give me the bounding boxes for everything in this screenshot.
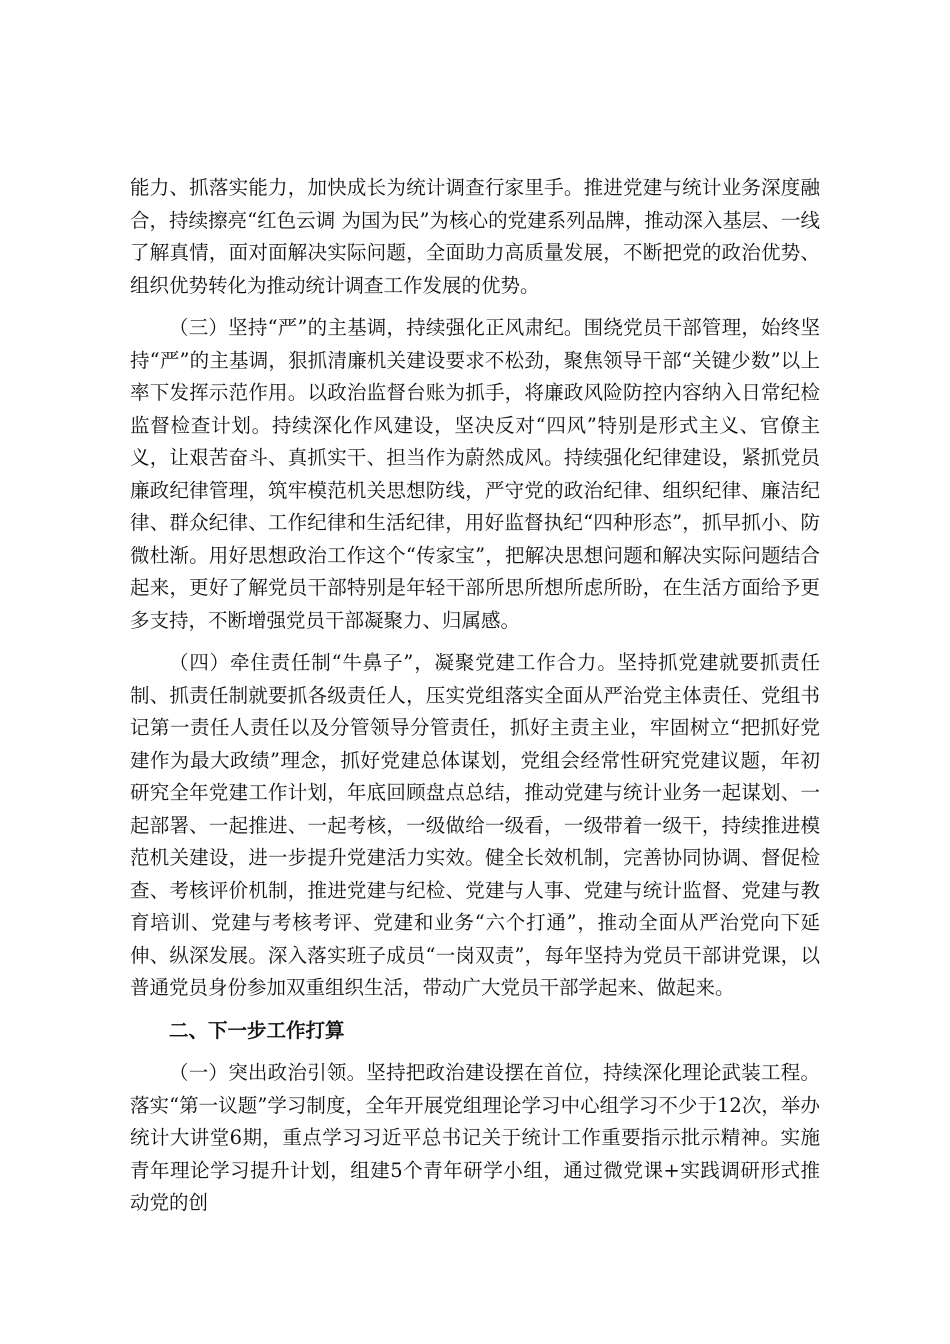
paragraph-continuation: 能力、抓落实能力，加快成长为统计调查行家里手。推进党建与统计业务深度融合，持续擦亮“红色云调 为国为民”为核心的党建系列品牌，推动深入基层、一线了解真情，面对面解决实际问题，全面助力高质量发展，不断把党的政治优势、组织优势转化为推动统计调查工作发展的优势。 [130, 176, 820, 297]
paragraph-strict-discipline: （三）坚持“严”的主基调，持续强化正风肃纪。围绕党员干部管理，始终坚持“严”的主基调，狠抓清廉机关建设要求不松劲，聚焦领导干部“关键少数”以上率下发挥示范作用。以政治监督台账为抓手，将廉政风险防控内容纳入日常纪检监督检查计划。持续深化作风建设，坚决反对“四风”特别是形式主义、官僚主义，让艰苦奋斗、真抓实干、担当作为蔚然成风。持续强化纪律建设，紧抓党员廉政纪律管理，筑牢模范机关思想防线，严守党的政治纪律、组织纪律、廉洁纪律、群众纪律、工作纪律和生活纪律，用好监督执纪“四种形态”，抓早抓小、防微杜渐。用好思想政治工作这个“传家宝”，把解决思想问题和解决实际问题结合起来，更好了解党员干部特别是年轻干部所思所想所虑所盼，在生活方面给予更多支持，不断增强党员干部凝聚力、归属感。 [130, 316, 820, 632]
paragraph-political-guidance: （一）突出政治引领。坚持把政治建设摆在首位，持续深化理论武装工程。落实“第一议题”学习制度，全年开展党组理论学习中心组学习不少于12次，举办统计大讲堂6期，重点学习习近平总书记关于统计工作重要指示批示精神。实施青年理论学习提升计划，组建5个青年研学小组，通过微党课+实践调研形式推动党的创 [130, 1061, 820, 1214]
paragraph-responsibility-system: （四）牵住责任制“牛鼻子”，凝聚党建工作合力。坚持抓党建就要抓责任制、抓责任制就要抓各级责任人，压实党组落实全面从严治党主体责任、党组书记第一责任人责任以及分管领导分管责任，抓好主责主业，牢固树立“把抓好党建作为最大政绩”理念，抓好党建总体谋划，党组会经常性研究党建议题，年初研究全年党建工作计划，年底回顾盘点总结，推动党建与统计业务一起谋划、一起部署、一起推进、一起考核，一级做给一级看，一级带着一级干，持续推进模范机关建设，进一步提升党建活力实效。健全长效机制，完善协同协调、督促检查、考核评价机制，推进党建与纪检、党建与人事、党建与统计监督、党建与教育培训、党建与考核考评、党建和业务“六个打通”，推动全面从严治党向下延伸、纵深发展。深入落实班子成员“一岗双责”，每年坚持为党员干部讲党课，以普通党员身份参加双重组织生活，带动广大党员干部学起来、做起来。 [130, 651, 820, 999]
document-page [130, 172, 820, 1230]
section-heading: 二、下一步工作打算 [169, 1018, 345, 1042]
